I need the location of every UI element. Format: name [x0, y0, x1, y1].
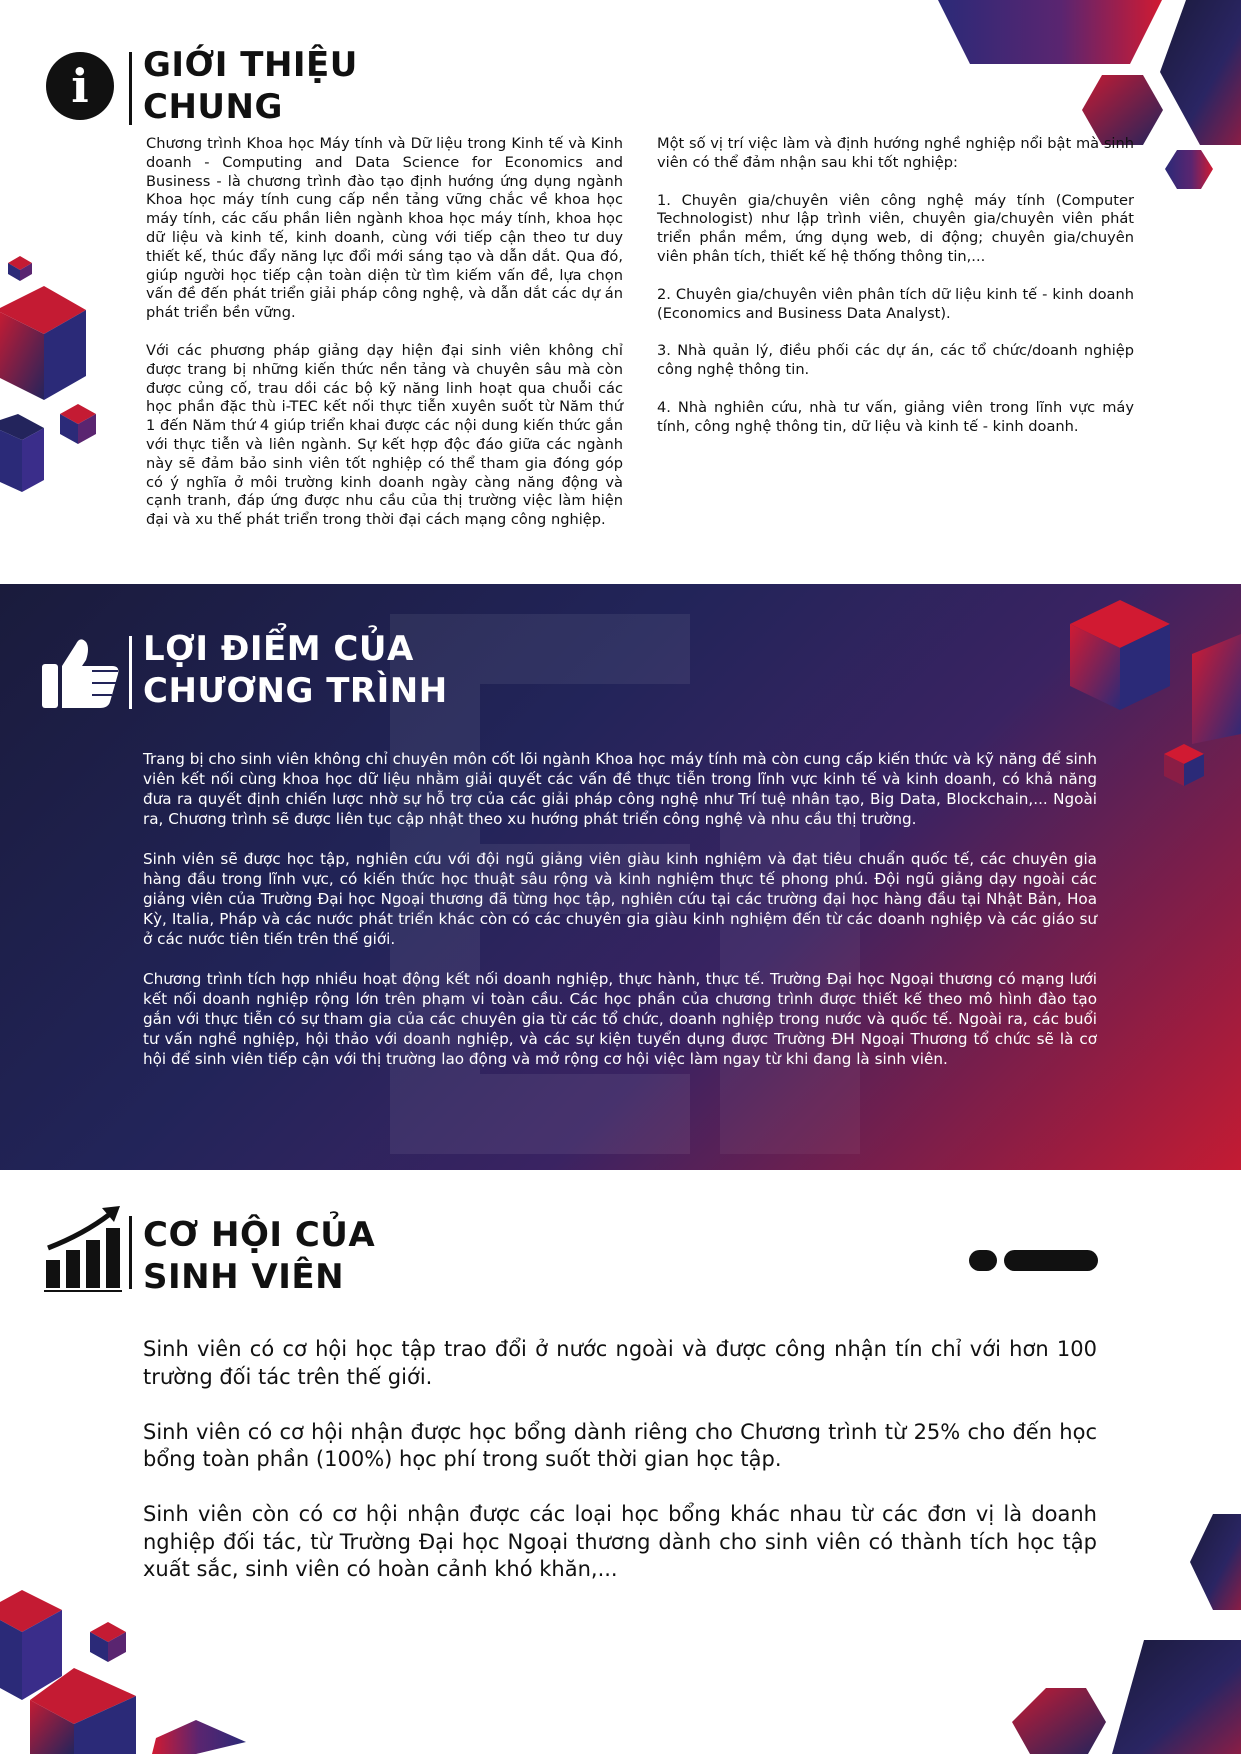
section-title-intro: GIỚI THIỆU CHUNG: [143, 45, 358, 127]
career-item: 2. Chuyên gia/chuyên viên phân tích dữ liệu kinh tế - kinh doanh (Economics and Business Data Analyst).: [657, 285, 1134, 322]
decor-trapezoid: [938, 0, 1162, 64]
opportunity-paragraph: Sinh viên có cơ hội học tập trao đổi ở nước ngoài và được công nhận tín chỉ với hơn 100 trường đối tác trên thế giới.: [143, 1337, 1097, 1389]
title-divider: [129, 636, 132, 709]
intro-paragraph: Với các phương pháp giảng dạy hiện đại sinh viên không chỉ được trang bị những kiến thức nền tảng và chuyên sâu mà còn được củng cố, trau dồi các bộ kỹ năng linh hoạt qua chuỗi các học phần đặc thù i-TEC kết nối thực tiễn xuyên suốt từ Năm thứ 1 đến Năm thứ 4 giúp triển khai được các nội dung kiến thức gắn với thực tiễn và liên ngành. Sự kết hợp độc đáo giữa các ngành này sẽ đảm bảo sinh viên tốt nghiệp có thể tham gia đóng góp có ý nghĩa ở môi trường kinh doanh ngày càng năng động và cạnh tranh, đáp ứng được nhu cầu của thị trường việc làm hiện đại và xu thế phát triển trong thời đại cách mạng công nghiệp.: [146, 341, 623, 529]
decor-hexagon: [1012, 1688, 1106, 1754]
decor-hexagon: [1160, 0, 1241, 145]
advantages-text: [143, 749, 1097, 1089]
decor-hexagon: [1190, 1514, 1241, 1610]
decor-pill-long: [1004, 1250, 1098, 1271]
thumbs-up-icon: [42, 636, 120, 708]
title-divider: [129, 1216, 132, 1289]
advantages-band: [0, 584, 1241, 1170]
opportunity-paragraph: Sinh viên có cơ hội nhận được học bổng dành riêng cho Chương trình từ 25% cho đến học bổng toàn phần (100%) học phí trong suốt thời gian học tập.: [143, 1419, 1097, 1471]
info-icon: i: [46, 52, 114, 120]
growth-chart-icon: [44, 1206, 122, 1292]
career-item: 4. Nhà nghiên cứu, nhà tư vấn, giảng viên trong lĩnh vực máy tính, công nghệ thông tin, dữ liệu và kinh tế - kinh doanh.: [657, 398, 1134, 435]
advantage-paragraph: Chương trình tích hợp nhiều hoạt động kết nối doanh nghiệp, thực hành, thực tế. Trường Đại học Ngoại thương có mạng lưới kết nối doanh nghiệp rộng lớn trên phạm vi toàn cầu. Các học phần của chương trình được thiết kế theo mô hình đào tạo gắn với thực tiễn có sự tham gia của các chuyên gia từ các tổ chức, doanh nghiệp trong nước và quốc tế. Ngoài ra, các buổi tư vấn nghề nghiệp, hội thảo với doanh nghiệp, và các sự kiện tuyển dụng được Trường ĐH Ngoại Thương tổ chức sẽ là cơ hội để sinh viên tiếp cận với thị trường lao động và mở rộng cơ hội việc làm ngay từ khi đang là sinh viên.: [143, 970, 1097, 1068]
decor-hexagon: [1165, 150, 1213, 189]
career-intro: Một số vị trí việc làm và định hướng nghề nghiệp nổi bật mà sinh viên có thể đảm nhận sau khi tốt nghiệp:: [657, 135, 1134, 171]
section-title-opportunities: CƠ HỘI CỦA SINH VIÊN: [143, 1215, 376, 1297]
opportunities-text: [143, 1336, 1097, 1611]
decor-hexagon: [1112, 1640, 1241, 1754]
career-item: 1. Chuyên gia/chuyên viên công nghệ máy tính (Computer Technologist) như lập trình viên, chuyên gia/chuyên viên phát triển phần mềm, ứng dụng web, di động; chuyên gia/chuyên viên phân tích, thiết kế hệ thống thông tin,...: [657, 191, 1134, 265]
career-item: 3. Nhà quản lý, điều phối các dự án, các tổ chức/doanh nghiệp công nghệ thông tin.: [657, 342, 1134, 379]
intro-paragraph: Chương trình Khoa học Máy tính và Dữ liệu trong Kinh tế và Kinh doanh - Computing and Data Science for Economics and Business - là chương trình đào tạo định hướng ứng dụng ngành Khoa học máy tính cung cấp nền tảng vững chắc về khoa học máy tính, các cấu phần liên ngành khoa học máy tính, khoa học dữ liệu và kinh tế, kinh doanh, cùng với tiếp cận theo tư duy thiết kế, thúc đẩy năng lực đổi mới sáng tạo và dẫn dắt. Qua đó, giúp người học tiếp cận toàn diện từ tìm kiếm vấn đề, lựa chọn vấn đề đến phát triển giải pháp công nghệ, và dẫn dắt các dự án phát triển bền vững.: [146, 135, 623, 322]
intro-column-left: [146, 135, 623, 549]
career-column-right: [657, 135, 1134, 456]
advantage-paragraph: Trang bị cho sinh viên không chỉ chuyên môn cốt lõi ngành Khoa học máy tính mà còn cung cấp kiến thức và kỹ năng để sinh viên kết nối cùng khoa học dữ liệu nhằm giải quyết các vấn đề thực tiễn trong lĩnh vực kinh tế và kinh doanh, có khả năng đưa ra quyết định chiến lược nhờ sự hỗ trợ của các giải pháp công nghệ như Trí tuệ nhân tạo, Big Data, Blockchain,... Ngoài ra, Chương trình sẽ được liên tục cập nhật theo xu hướng phát triển công nghệ và nhu cầu thị trường.: [143, 750, 1097, 828]
opportunity-paragraph: Sinh viên còn có cơ hội nhận được các loại học bổng khác nhau từ các đơn vị là doanh nghiệp đối tác, từ Trường Đại học Ngoại thương dành cho sinh viên có thành tích học tập xuất sắc, sinh viên có hoàn cảnh khó khăn,...: [143, 1502, 1097, 1581]
section-title-advantages: LỢI ĐIỂM CỦA CHƯƠNG TRÌNH: [143, 629, 448, 711]
advantage-paragraph: Sinh viên sẽ được học tập, nghiên cứu với đội ngũ giảng viên giàu kinh nghiệm và đạt tiêu chuẩn quốc tế, các chuyên gia hàng đầu trong lĩnh vực, có kiến thức học thuật sâu rộng và kinh nghiệm thực tế phong phú. Đội ngũ giảng dạy ngoài các giảng viên của Trường Đại học Ngoại thương đã từng học tập, nghiên cứu tại các trường đại học hàng đầu tại Nhật Bản, Hoa Kỳ, Italia, Pháp và các nước phát triển khác còn có các chuyên gia giàu kinh nghiệm đến từ các doanh nghiệp và các giáo sư ở các nước tiên tiến trên thế giới.: [143, 850, 1097, 948]
decor-pill-short: [969, 1250, 997, 1271]
title-divider: [129, 52, 132, 125]
